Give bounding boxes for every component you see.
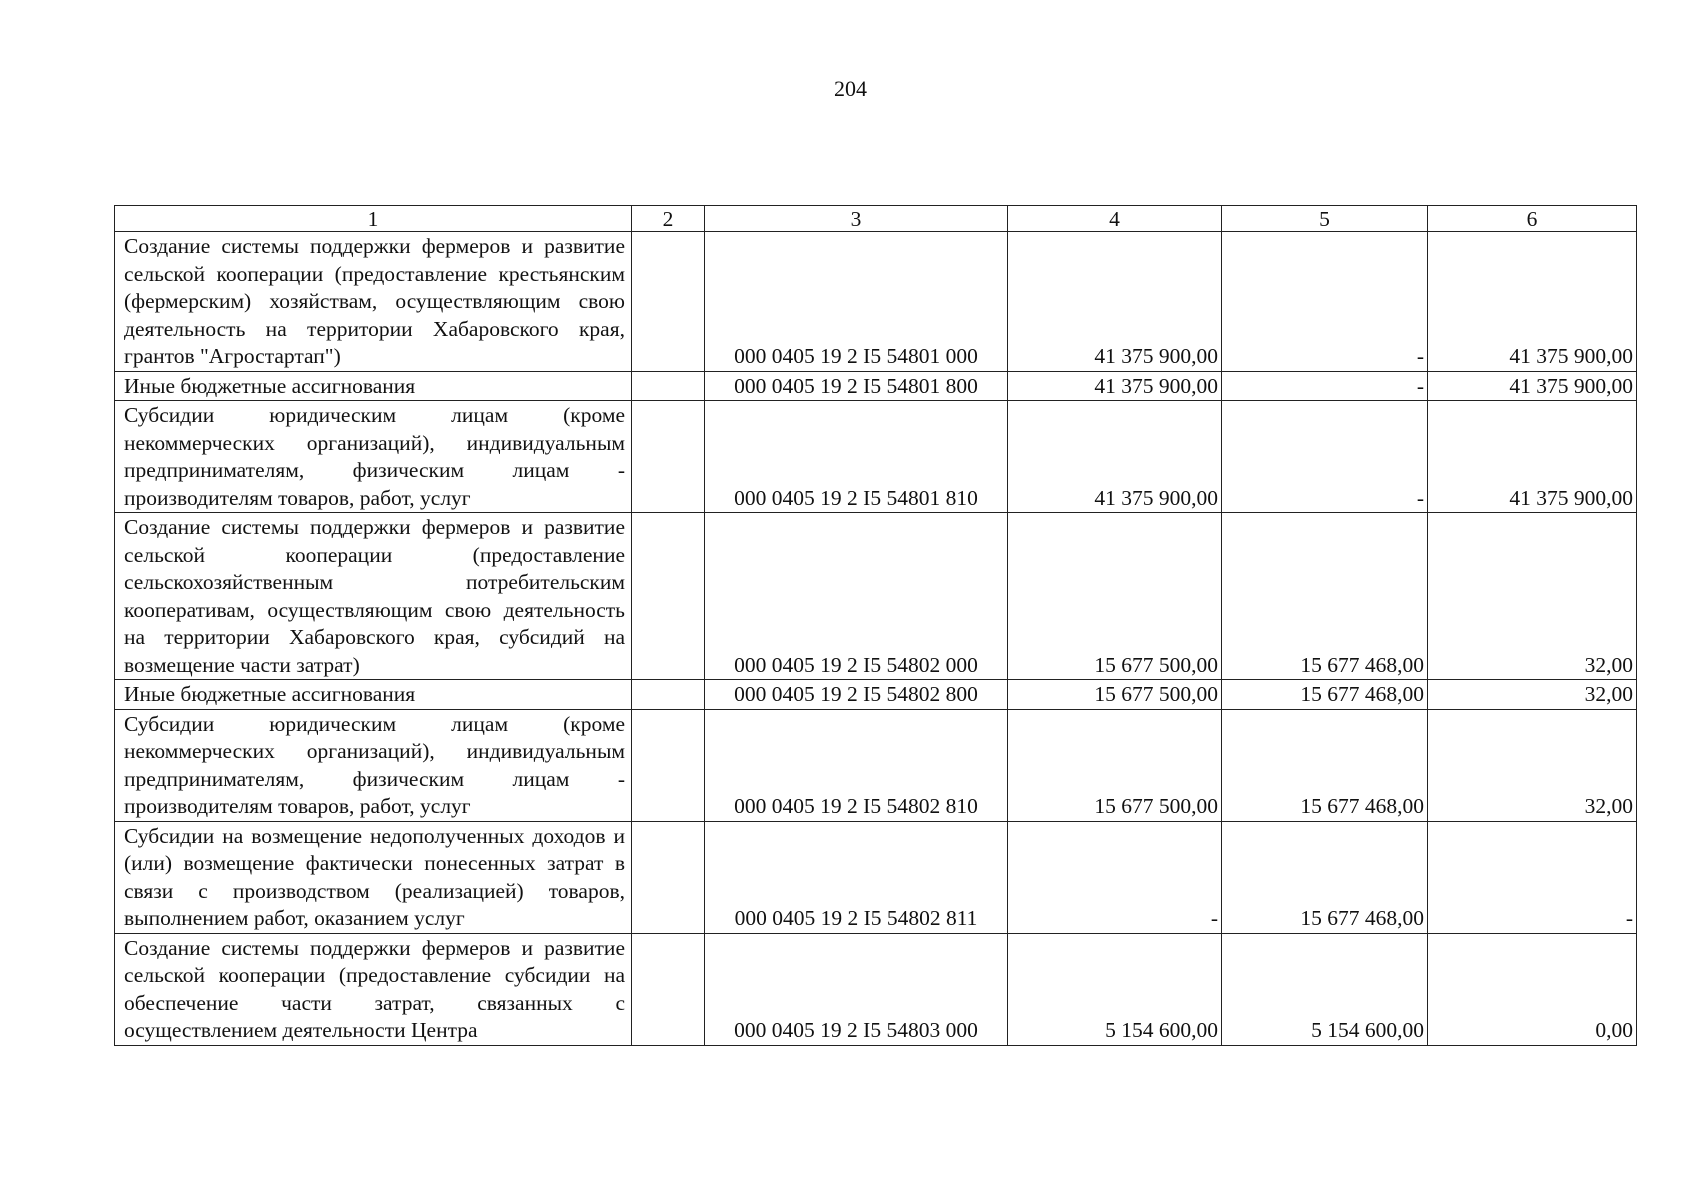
row-col2-cell — [632, 513, 705, 680]
row-col5-cell: 15 677 468,00 — [1222, 513, 1428, 680]
row-col5-cell: - — [1222, 232, 1428, 372]
row-name-cell: Субсидии юридическим лицам (кроме некоммерческих организаций), индивидуальным предпринимателям, физическим лицам - производителям товаров, работ, услуг — [115, 401, 632, 513]
table-row — [115, 933, 1637, 1045]
row-name-cell: Создание системы поддержки фермеров и развитие сельской кооперации (предоставление субсидии на обеспечение части затрат, связанных с осуществлением деятельности Центра — [115, 933, 632, 1045]
row-col6-cell: - — [1428, 821, 1637, 933]
table-header-row — [115, 206, 1637, 232]
table-row — [115, 232, 1637, 372]
row-col4-cell: - — [1008, 821, 1222, 933]
row-col2-cell — [632, 933, 705, 1045]
row-col2-cell — [632, 232, 705, 372]
column-header-6: 6 — [1428, 206, 1637, 232]
row-name-cell: Создание системы поддержки фермеров и развитие сельской кооперации (предоставление крестьянским (фермерским) хозяйствам, осуществляющим свою деятельность на территории Хабаровского края, грантов "Агростартап") — [115, 232, 632, 372]
row-col4-cell: 41 375 900,00 — [1008, 232, 1222, 372]
row-name-cell: Субсидии юридическим лицам (кроме некоммерческих организаций), индивидуальным предпринимателям, физическим лицам - производителям товаров, работ, услуг — [115, 709, 632, 821]
row-col4-cell: 41 375 900,00 — [1008, 371, 1222, 401]
row-col5-cell: 15 677 468,00 — [1222, 680, 1428, 710]
row-code-cell: 000 0405 19 2 I5 54801 000 — [705, 232, 1008, 372]
row-col2-cell — [632, 821, 705, 933]
table-row — [115, 401, 1637, 513]
table-row — [115, 821, 1637, 933]
table-row — [115, 371, 1637, 401]
column-header-5: 5 — [1222, 206, 1428, 232]
row-code-cell: 000 0405 19 2 I5 54802 800 — [705, 680, 1008, 710]
budget-table — [114, 205, 1637, 1046]
row-code-cell: 000 0405 19 2 I5 54801 800 — [705, 371, 1008, 401]
row-col4-cell: 5 154 600,00 — [1008, 933, 1222, 1045]
row-col5-cell: - — [1222, 371, 1428, 401]
column-header-2: 2 — [632, 206, 705, 232]
row-col5-cell: 15 677 468,00 — [1222, 821, 1428, 933]
row-col6-cell: 41 375 900,00 — [1428, 401, 1637, 513]
page-number: 204 — [834, 76, 867, 101]
table-row — [115, 513, 1637, 680]
row-code-cell: 000 0405 19 2 I5 54802 000 — [705, 513, 1008, 680]
row-col2-cell — [632, 680, 705, 710]
row-col6-cell: 32,00 — [1428, 680, 1637, 710]
column-header-1: 1 — [115, 206, 632, 232]
row-name-cell: Иные бюджетные ассигнования — [115, 371, 632, 401]
row-col5-cell: - — [1222, 401, 1428, 513]
row-code-cell: 000 0405 19 2 I5 54801 810 — [705, 401, 1008, 513]
row-col6-cell: 32,00 — [1428, 513, 1637, 680]
table-row — [115, 680, 1637, 710]
table-row — [115, 709, 1637, 821]
row-name-cell: Создание системы поддержки фермеров и развитие сельской кооперации (предоставление сельскохозяйственным потребительским кооперативам, осуществляющим свою деятельность на территории Хабаровского края, субсидий на возмещение части затрат) — [115, 513, 632, 680]
row-col6-cell: 32,00 — [1428, 709, 1637, 821]
column-header-4: 4 — [1008, 206, 1222, 232]
row-col4-cell: 15 677 500,00 — [1008, 680, 1222, 710]
row-col6-cell: 41 375 900,00 — [1428, 232, 1637, 372]
row-col2-cell — [632, 709, 705, 821]
column-header-3: 3 — [705, 206, 1008, 232]
row-col4-cell: 15 677 500,00 — [1008, 709, 1222, 821]
row-name-cell: Иные бюджетные ассигнования — [115, 680, 632, 710]
row-col2-cell — [632, 371, 705, 401]
row-col4-cell: 41 375 900,00 — [1008, 401, 1222, 513]
row-col2-cell — [632, 401, 705, 513]
row-code-cell: 000 0405 19 2 I5 54803 000 — [705, 933, 1008, 1045]
row-col5-cell: 5 154 600,00 — [1222, 933, 1428, 1045]
row-name-cell: Субсидии на возмещение недополученных доходов и (или) возмещение фактически понесенных затрат в связи с производством (реализацией) товаров, выполнением работ, оказанием услуг — [115, 821, 632, 933]
row-code-cell: 000 0405 19 2 I5 54802 810 — [705, 709, 1008, 821]
row-col6-cell: 0,00 — [1428, 933, 1637, 1045]
row-code-cell: 000 0405 19 2 I5 54802 811 — [705, 821, 1008, 933]
row-col4-cell: 15 677 500,00 — [1008, 513, 1222, 680]
row-col5-cell: 15 677 468,00 — [1222, 709, 1428, 821]
row-col6-cell: 41 375 900,00 — [1428, 371, 1637, 401]
